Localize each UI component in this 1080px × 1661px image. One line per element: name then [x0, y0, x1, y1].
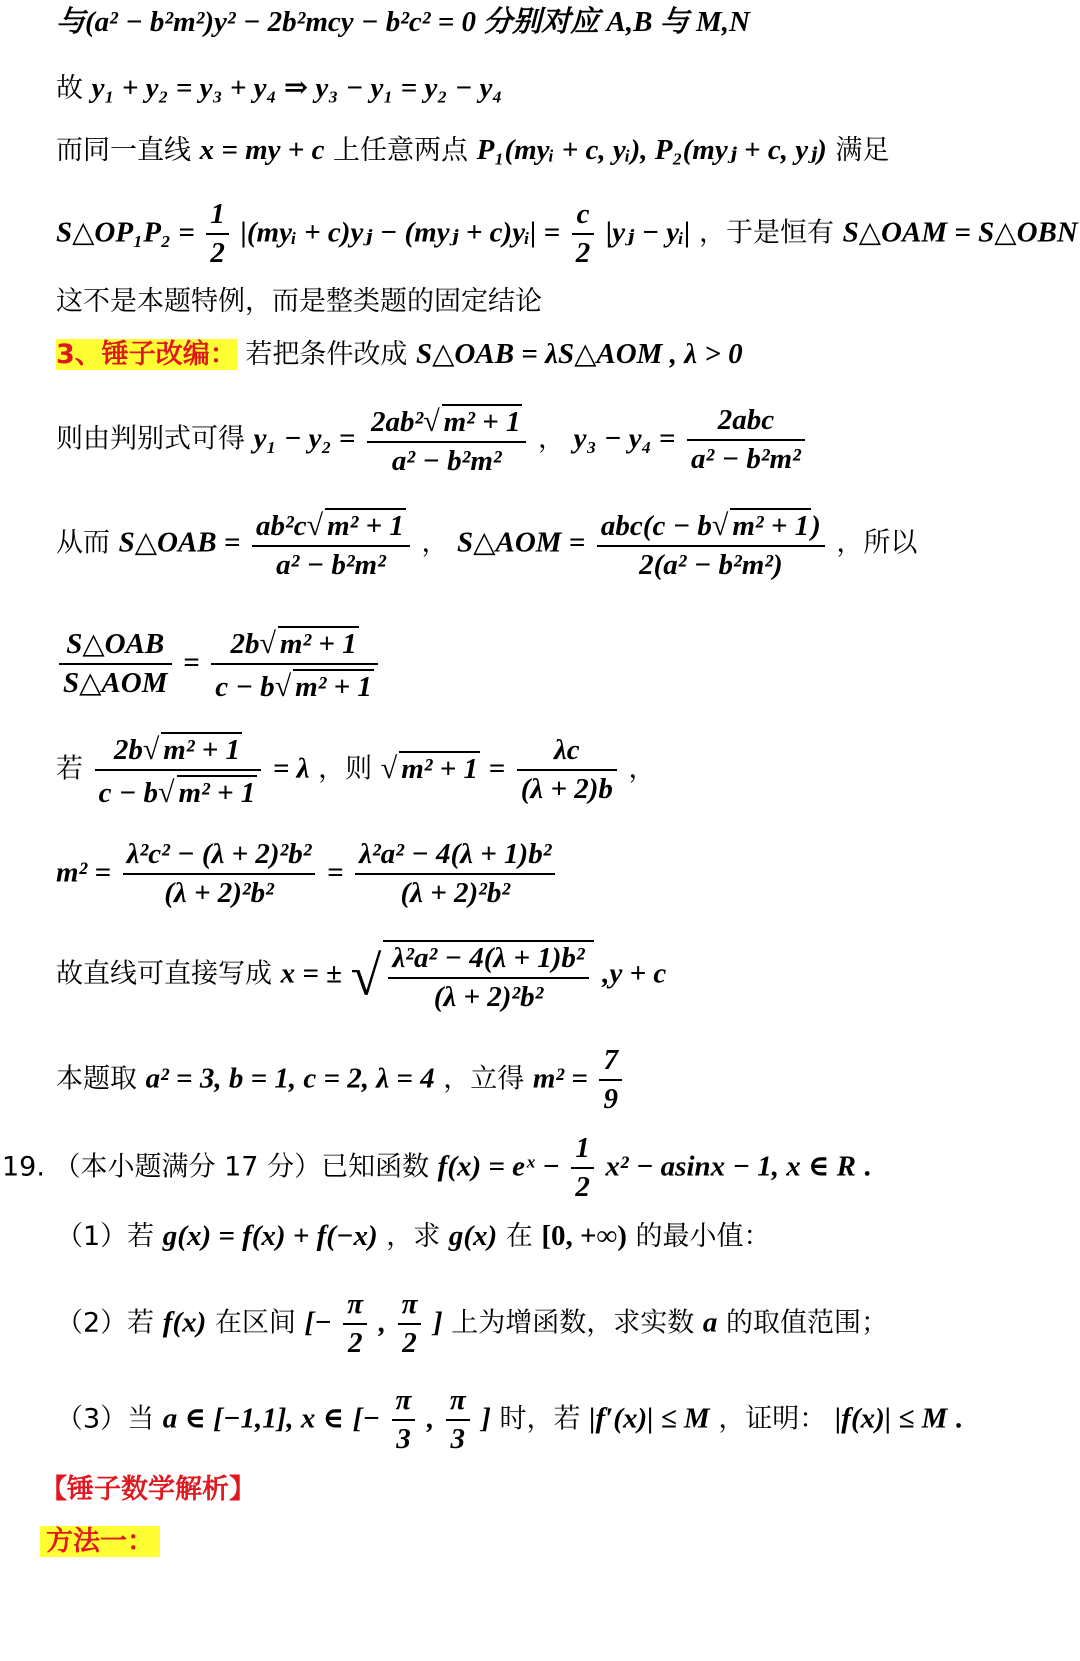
question-19: 19. （本小题满分 17 分）已知函数 f(x) = eˣ − $\frac{1}{2}$ x² − asinx − 1, x ∈ R .: [2, 1132, 872, 1203]
fraction-m2-b: $\frac{\text{λ²a² − 4(λ + 1)b²}}{\text{(λ + 2)²b²}}$: [355, 840, 555, 908]
fraction-ratio-lambda: $\frac{\text{2b√ m² + 1}}{\text{c − b√ m² + 1}}$: [95, 732, 262, 808]
line-10-lambda: 若 $\frac{\text{2b√ m² + 1}}{\text{c − b√ m² + 1}}$ = λ ，则 √ m² + 1 = $\frac{\lambda c}{(\lambda + 2)b}$ ，: [56, 733, 656, 809]
line-7-discriminant: 则由判别式可得 y₁ − y₂ = $\frac{\text{2ab²√ m² + 1}}{\text{a² − b²m²}}$ ， y₃ − y₄ = $\frac{\text{2abc}}{\text{a² − b²m²}}$: [56, 404, 808, 476]
fraction-c-half: $\frac{c}{2}$: [572, 200, 595, 268]
line-1: [56, 8, 750, 37]
variant-label: 3、锤子改编：: [56, 339, 237, 370]
fraction-half: $\frac{1}{2}$: [206, 200, 229, 268]
fraction-neg-pi-half: $\frac{\pi}{2}$: [343, 1290, 367, 1358]
line-4-area-formula: S△OP₁P₂ = $\frac{1}{2}$ |(myᵢ + c)yⱼ − (myⱼ + c)yᵢ| = $\frac{c}{2}$ |yⱼ − yᵢ| ，于是恒有 S△OAM = S△OBN: [56, 198, 1078, 269]
part-3: （3）当 a ∈ [−1,1], x ∈ [− $\frac{\pi}{3}$ , $\frac{\pi}{3}$ ] 时，若 |f′(x)| ≤ M ，证明： |f(x)| ≤ M .: [56, 1384, 964, 1455]
line-2: 故 y₁ + y₂ = y₃ + y₄ ⇒ y₃ − y₁ = y₂ − y₄: [56, 72, 503, 104]
line-8-areas: 从而 S△OAB = $\frac{\text{ab²c√ m² + 1}}{\text{a² − b²m²}}$ ， S△AOM = $\frac{\text{abc(c − b√ m² + 1)}}{\text{2(a² − b²m²)}}$ ，所以: [56, 509, 918, 581]
analysis-heading: 【锤子数学解析】: [40, 1474, 256, 1505]
fraction-neg-pi-third: $\frac{\pi}{3}$: [392, 1386, 416, 1454]
fraction-area-aom: $\frac{\text{abc(c − b√ m² + 1)}}{\text{2(a² − b²m²)}}$: [597, 508, 825, 580]
method-heading: 方法一：: [40, 1526, 160, 1557]
sum-relation: y₁ + y₂ = y₃ + y₄ ⇒ y₃ − y₁ = y₂ − y₄: [91, 72, 503, 104]
fraction-one-half: $\frac{1}{2}$: [571, 1134, 594, 1202]
fraction-m2-a: $\frac{\text{λ²c² − (λ + 2)²b²}}{\text{(λ + 2)²b²}}$: [123, 840, 316, 908]
line-5-conclusion: 这不是本题特例，而是整类题的固定结论: [56, 286, 542, 317]
fraction-area-oab: $\frac{\text{ab²c√ m² + 1}}{\text{a² − b²m²}}$: [252, 508, 410, 580]
equation-pair-correspondence: 与(a² − b²m²)y² − 2b²mcy − b²c² = 0 分别对应 A,B 与 M,N: [56, 6, 750, 38]
line-3: 而同一直线 x = my + c 上任意两点 P₁(myᵢ + c, yᵢ), P₂(myⱼ + c, yⱼ) 满足: [56, 134, 890, 166]
fraction-lambda-c: $\frac{\lambda c}{(\lambda + 2)b}$: [517, 736, 617, 804]
fraction-ratio-value: $\frac{\text{2b√ m² + 1}}{\text{c − b√ m² + 1}}$: [211, 626, 378, 702]
part-2: （2）若 f(x) 在区间 [− $\frac{\pi}{2}$ , $\frac{\pi}{2}$ ] 上为增函数，求实数 a 的取值范围；: [56, 1288, 888, 1359]
fraction-pi-third: $\frac{\pi}{3}$: [446, 1386, 470, 1454]
line-12-line-equation: 故直线可直接写成 x = ± √ $\frac{\text{λ²a² − 4(λ + 1)b²}}{\text{(λ + 2)²b²}}$ ,y + c: [56, 942, 667, 1013]
line-11-m-squared: m² = $\frac{\text{λ²c² − (λ + 2)²b²}}{\text{(λ + 2)²b²}}$ = $\frac{\text{λ²a² − 4(λ + 1)b²}}{\text{(λ + 2)²b²}}$: [56, 840, 558, 908]
question-number: 19.: [2, 1151, 45, 1183]
fraction-area-ratio: $\frac{\text{S△OAB}}{\text{S△AOM}}$: [59, 630, 172, 698]
fraction-seven-ninths: $\frac{7}{9}$: [599, 1046, 622, 1114]
fraction-y3-y4: $\frac{\text{2abc}}{\text{a² − b²m²}}$: [687, 406, 805, 474]
line-13-specific-values: 本题取 a² = 3, b = 1, c = 2, λ = 4 ，立得 m² = $\frac{7}{9}$: [56, 1046, 625, 1114]
part-1: （1）若 g(x) = f(x) + f(−x) ，求 g(x) 在 [0, +∞) 的最小值：: [56, 1220, 771, 1252]
line-6-variant: 3、锤子改编： 若把条件改成 S△OAB = λS△AOM , λ > 0: [56, 338, 743, 370]
fraction-pi-half: $\frac{\pi}{2}$: [398, 1290, 422, 1358]
fraction-y1-y2: $\frac{\text{2ab²√ m² + 1}}{\text{a² − b²m²}}$: [367, 404, 526, 476]
line-9-ratio: $\frac{\text{S△OAB}}{\text{S△AOM}}$ = $\frac{\text{2b√ m² + 1}}{\text{c − b√ m² + 1}}$: [56, 626, 381, 702]
